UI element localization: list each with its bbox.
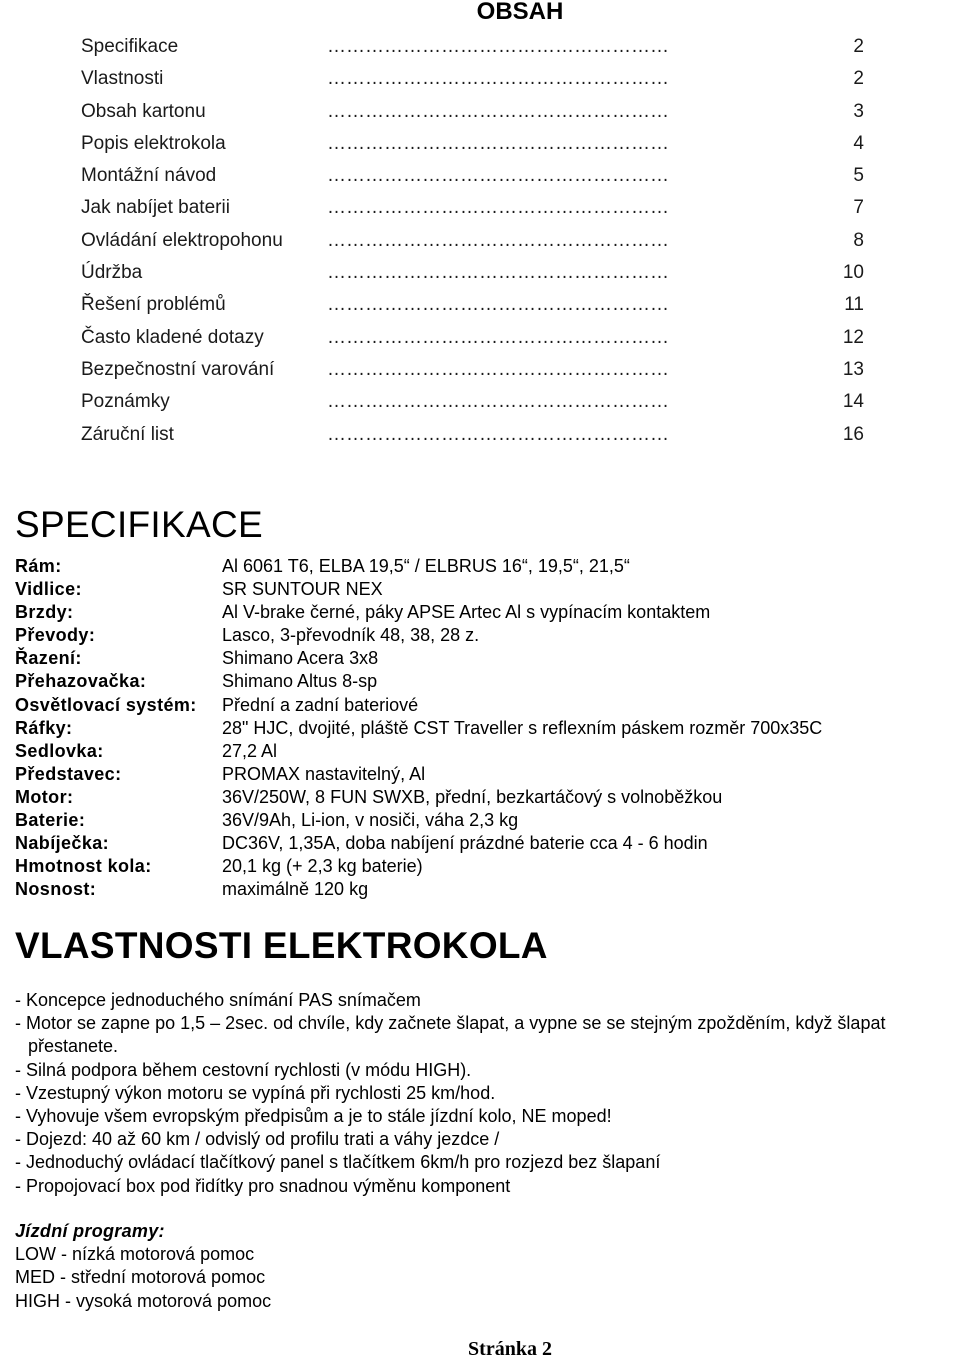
spec-label: Osvětlovací systém: — [15, 694, 197, 715]
spec-row — [15, 833, 945, 856]
toc-entry-page: 16 — [842, 423, 864, 445]
program-row — [15, 1266, 615, 1289]
program-code: HIGH — [15, 1290, 60, 1311]
spec-value: 28" HJC, dvojité, pláště CST Traveller s reflexním páskem rozměr 700x35C — [222, 717, 823, 738]
spec-label: Brzdy: — [15, 602, 74, 623]
spec-row — [15, 695, 945, 718]
toc-entry — [81, 165, 871, 197]
spec-row — [15, 671, 945, 694]
toc-entry — [81, 230, 871, 262]
toc-leader-dots: ……………………………………………… — [327, 132, 669, 154]
toc-entry-label: Řešení problémů — [81, 294, 226, 316]
spec-row — [15, 625, 945, 648]
toc-entry-page: 11 — [844, 294, 864, 316]
toc-entry — [81, 327, 871, 359]
spec-value: Shimano Acera 3x8 — [222, 648, 379, 669]
spec-label: Převody: — [15, 625, 96, 646]
toc-entry-page: 2 — [853, 36, 864, 57]
toc-entry-label: Často kladené dotazy — [81, 326, 264, 348]
spec-value: 20,1 kg (+ 2,3 kg baterie) — [222, 856, 423, 877]
spec-row — [15, 810, 945, 833]
feature-item: - Propojovací box pod řidítky pro snadnou výměnu komponent — [15, 1175, 511, 1196]
toc-entry-label: Údržba — [81, 262, 143, 284]
toc-entry — [81, 68, 871, 100]
spec-label: Hmotnost kola: — [15, 856, 152, 877]
spec-row — [15, 718, 945, 741]
toc-entry — [81, 391, 871, 423]
toc-entry — [81, 294, 871, 326]
spec-value: Al 6061 T6, ELBA 19,5“ / ELBRUS 16“, 19,5“, 21,5“ — [222, 556, 630, 576]
spec-value: 36V/9Ah, Li-ion, v nosiči, váha 2,3 kg — [222, 810, 519, 831]
program-description: - střední motorová pomoc — [55, 1267, 266, 1288]
program-description: - nízká motorová pomoc — [56, 1244, 255, 1265]
toc-entry — [81, 424, 871, 456]
toc-entry — [81, 262, 871, 294]
feature-item: - Motor se zapne po 1,5 – 2sec. od chvíle, kdy začnete šlapat, a vypne se se stejným zpožděním, když šlapat přestanete. — [15, 1013, 886, 1057]
toc-entry — [81, 133, 871, 165]
spec-label: Nosnost: — [15, 879, 97, 900]
toc-entry-page: 14 — [842, 391, 864, 413]
feature-item: - Vzestupný výkon motoru se vypíná při rychlosti 25 km/hod. — [15, 1082, 496, 1103]
spec-row — [15, 556, 945, 579]
toc-entry-label: Ovládání elektropohonu — [81, 229, 283, 251]
spec-value: SR SUNTOUR NEX — [222, 579, 383, 600]
spec-row — [15, 787, 945, 810]
program-row — [15, 1243, 615, 1266]
toc-leader-dots: ……………………………………………… — [327, 68, 669, 90]
spec-label: Ráfky: — [15, 717, 73, 738]
spec-label: Nabíječka: — [15, 833, 110, 854]
toc-entry-label: Popis elektrokola — [81, 132, 226, 154]
toc-leader-dots: ……………………………………………… — [327, 36, 669, 57]
spec-value: PROMAX nastavitelný, Al — [222, 763, 426, 784]
toc-entry-page: 10 — [842, 262, 864, 284]
riding-programs — [15, 1220, 615, 1313]
program-row — [15, 1290, 615, 1313]
spec-value: Al V-brake černé, páky APSE Artec Al s vypínacím kontaktem — [222, 602, 711, 623]
spec-value: Přední a zadní bateriové — [222, 694, 419, 715]
toc-leader-dots: ……………………………………………… — [327, 391, 669, 413]
toc-title: OBSAH — [476, 0, 564, 25]
spec-label: Přehazovačka: — [15, 671, 147, 692]
spec-value: DC36V, 1,35A, doba nabíjení prázdné baterie cca 4 - 6 hodin — [222, 833, 708, 854]
toc-entry-label: Vlastnosti — [81, 68, 164, 90]
toc-entry — [81, 197, 871, 229]
spec-value: Shimano Altus 8-sp — [222, 671, 378, 692]
toc-leader-dots: ……………………………………………… — [327, 294, 669, 316]
specifications-table — [15, 556, 945, 902]
spec-row — [15, 602, 945, 625]
toc-entry — [81, 101, 871, 133]
features-heading: VLASTNOSTI ELEKTROKOLA — [15, 925, 548, 966]
toc-entry-label: Jak nabíjet baterii — [81, 197, 230, 219]
toc-entry-page: 2 — [853, 68, 864, 90]
spec-label: Rám: — [15, 556, 62, 576]
toc-entry-page: 12 — [842, 326, 864, 348]
toc-leader-dots: ……………………………………………… — [327, 165, 669, 187]
features-list — [15, 989, 945, 1198]
specifications-heading: SPECIFIKACE — [15, 504, 263, 545]
toc-entry-label: Specifikace — [81, 36, 179, 57]
toc-leader-dots: ……………………………………………… — [327, 229, 669, 251]
spec-value: 27,2 Al — [222, 740, 278, 761]
toc-entry-page: 4 — [853, 132, 864, 154]
spec-row — [15, 579, 945, 602]
toc-leader-dots: ……………………………………………… — [327, 100, 669, 122]
toc-leader-dots: ……………………………………………… — [327, 262, 669, 284]
toc-entry-label: Montážní návod — [81, 165, 217, 187]
program-description: - vysoká motorová pomoc — [60, 1290, 272, 1311]
toc-leader-dots: ……………………………………………… — [327, 326, 669, 348]
toc-entry-label: Poznámky — [81, 391, 170, 413]
feature-item: - Silná podpora během cestovní rychlosti (v módu HIGH). — [15, 1059, 472, 1080]
toc-entry-label: Záruční list — [81, 423, 174, 445]
spec-label: Představec: — [15, 763, 122, 784]
page-number: Stránka 2 — [468, 1338, 552, 1360]
toc-leader-dots: ……………………………………………… — [327, 197, 669, 219]
spec-row — [15, 879, 945, 902]
toc-entry-page: 8 — [853, 229, 864, 251]
toc-leader-dots: ……………………………………………… — [327, 423, 669, 445]
toc-entry-page: 7 — [853, 197, 864, 219]
program-code: MED — [15, 1267, 55, 1288]
toc-entry — [81, 36, 871, 68]
spec-label: Řazení: — [15, 648, 82, 669]
spec-row — [15, 764, 945, 787]
spec-row — [15, 648, 945, 671]
spec-row — [15, 856, 945, 879]
spec-label: Baterie: — [15, 810, 86, 831]
toc-entry-page: 5 — [853, 165, 864, 187]
spec-value: 36V/250W, 8 FUN SWXB, přední, bezkartáčový s volnoběžkou — [222, 786, 723, 807]
toc-entry — [81, 359, 871, 391]
program-code: LOW — [15, 1244, 57, 1265]
feature-item: - Dojezd: 40 až 60 km / odvislý od profilu trati a váhy jezdce / — [15, 1129, 500, 1150]
feature-item: - Vyhovuje všem evropským předpisům a je to stále jízdní kolo, NE moped! — [15, 1106, 612, 1127]
spec-value: maximálně 120 kg — [222, 879, 369, 900]
spec-label: Vidlice: — [15, 579, 82, 600]
spec-label: Sedlovka: — [15, 740, 104, 761]
programs-title: Jízdní programy: — [15, 1221, 165, 1241]
spec-value: Lasco, 3-převodník 48, 38, 28 z. — [222, 625, 480, 646]
feature-item: - Koncepce jednoduchého snímání PAS snímačem — [15, 990, 421, 1010]
feature-item: - Jednoduchý ovládací tlačítkový panel s tlačítkem 6km/h pro rozjezd bez šlapaní — [15, 1152, 661, 1173]
toc-entry-page: 13 — [842, 358, 864, 380]
toc-entry-label: Obsah kartonu — [81, 100, 206, 122]
spec-row — [15, 741, 945, 764]
table-of-contents — [81, 36, 871, 456]
toc-leader-dots: ……………………………………………… — [327, 358, 669, 380]
toc-entry-label: Bezpečnostní varování — [81, 358, 275, 380]
toc-entry-page: 3 — [853, 100, 864, 122]
spec-label: Motor: — [15, 786, 74, 807]
